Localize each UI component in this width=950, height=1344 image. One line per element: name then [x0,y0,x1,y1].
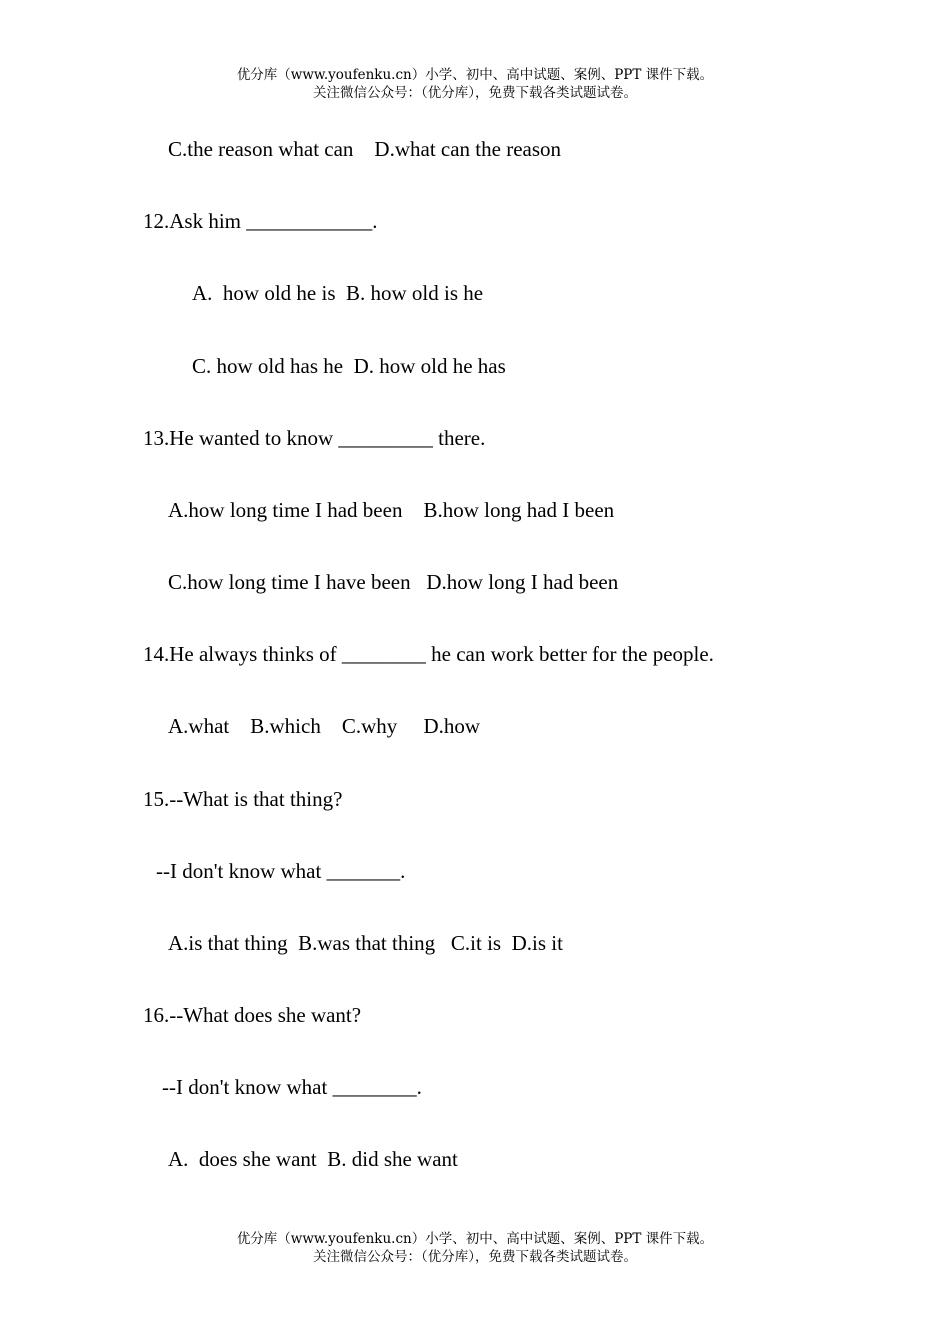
footer-line-1: 优分库（www.youfenku.cn）小学、初中、高中试题、案例、PPT 课件下载。 [236,1231,714,1247]
page-header [0,66,950,102]
footer-line-2: 关注微信公众号：（优分库），免费下载各类试题试卷。 [313,1249,637,1265]
q15-reply: --I don't know what _______. [156,859,406,883]
q16-options-ab: A. does she want B. did she want [168,1147,458,1171]
q15-options: A.is that thing B.was that thing C.it is D.is it [168,931,563,955]
q14-options: A.what B.which C.why D.how [168,714,481,738]
q13-options-ab: A.how long time I had been B.how long had I been [168,498,615,522]
q12-options-cd: C. how old has he D. how old he has [192,354,506,378]
q12-options-ab: A. how old he is B. how old is he [192,281,484,305]
header-line-2: 关注微信公众号：（优分库），免费下载各类试题试卷。 [313,85,637,101]
page-footer [0,1230,950,1266]
q16-reply: --I don't know what ________. [162,1075,422,1099]
header-line-1: 优分库（www.youfenku.cn）小学、初中、高中试题、案例、PPT 课件下载。 [236,67,714,83]
q14-stem: 14.He always thinks of ________ he can work better for the people. [143,642,714,666]
q11-options-cd: C.the reason what can D.what can the reason [168,137,562,161]
q13-options-cd: C.how long time I have been D.how long I had been [168,570,619,594]
q13-stem: 13.He wanted to know _________ there. [143,426,486,450]
q16-stem: 16.--What does she want? [143,1003,362,1027]
q12-stem: 12.Ask him ____________. [143,209,378,233]
q15-stem: 15.--What is that thing? [143,787,343,811]
